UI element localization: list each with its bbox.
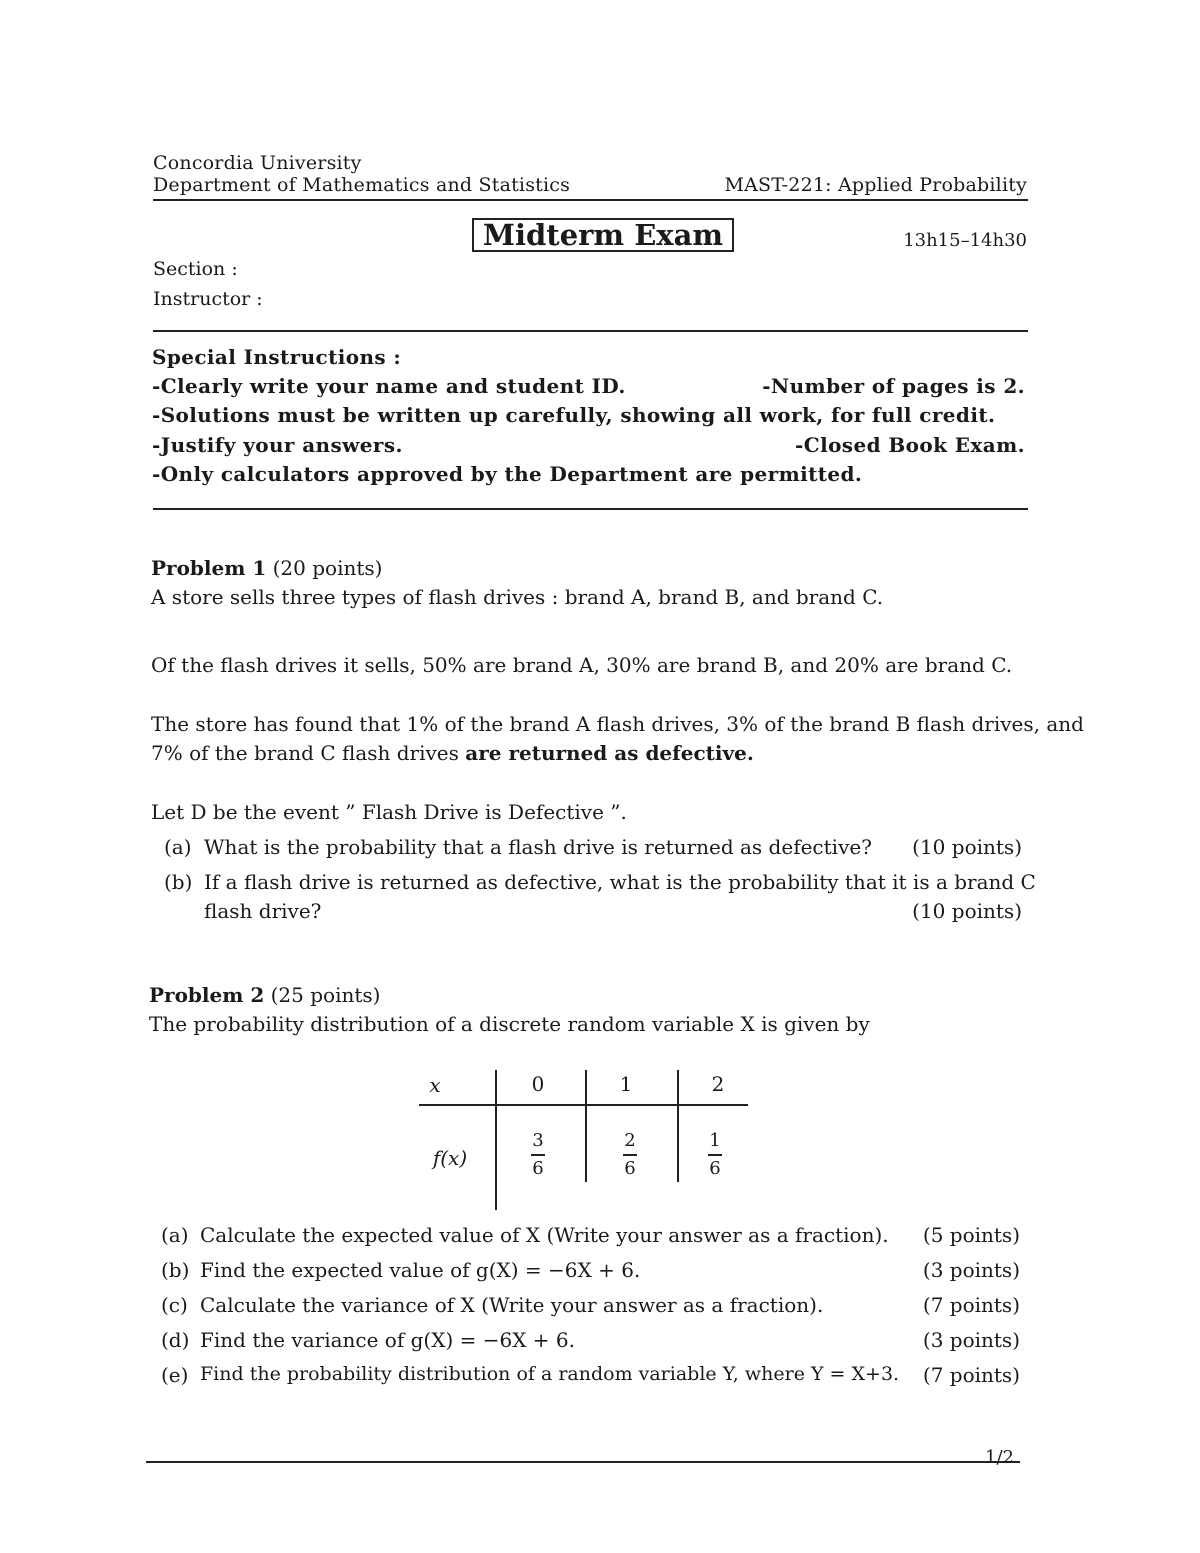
fraction-bar (531, 1154, 545, 1156)
problem-1-paragraph-2: Of the flash drives it sells, 50% are brand A, 30% are brand B, and 20% are brand C. (151, 653, 1013, 677)
numerator: 3 (532, 1130, 544, 1151)
header-rule (153, 199, 1028, 201)
problem-2-b-text: Find the expected value of g(X) = −6X + 6. (200, 1258, 641, 1282)
divider-bottom (153, 508, 1028, 510)
table-f-value-1 (615, 1131, 645, 1179)
problem-1-title (151, 556, 382, 580)
problem-2-intro: The probability distribution of a discrete random variable X is given by (149, 1012, 870, 1036)
problem-2-c-points: (7 points) (922, 1293, 1020, 1317)
problem-1-paragraph-3-line-2 (151, 741, 754, 765)
table-f-value-0 (523, 1131, 553, 1179)
fraction-bar (708, 1154, 722, 1156)
problem-1-paragraph-3-line-1: The store has found that 1% of the brand A flash drives, 3% of the brand B flash drives, and (151, 712, 1084, 736)
instruction-pages: -Number of pages is 2. (762, 374, 1025, 398)
table-x-value-2: 2 (711, 1072, 725, 1096)
problem-1-paragraph-1: A store sells three types of flash drives : brand A, brand B, and brand C. (151, 585, 884, 609)
problem-1-b-points: (10 points) (912, 899, 1022, 923)
exam-title: Midterm Exam (472, 218, 734, 252)
problem-1-b-text-line-2: flash drive? (204, 899, 322, 923)
problem-2-title (149, 983, 380, 1007)
instruction-calculators: -Only calculators approved by the Department are permitted. (152, 462, 863, 486)
problem-2-a-points: (5 points) (922, 1223, 1020, 1247)
instructions-heading: Special Instructions : (152, 345, 402, 369)
instruction-name-id: -Clearly write your name and student ID. (152, 374, 626, 398)
department-name: Department of Mathematics and Statistics (153, 174, 571, 196)
denominator: 6 (624, 1157, 636, 1179)
course-title: MAST-221: Applied Probability (724, 174, 1027, 196)
problem-2-b-label: (b) (161, 1258, 190, 1282)
instruction-justify: -Justify your answers. (152, 433, 403, 457)
table-f-label: f(x) (432, 1146, 468, 1170)
table-vertical-rule-2 (585, 1070, 587, 1182)
numerator: 2 (624, 1130, 636, 1151)
defective-rate-text: 7% of the brand C flash drives (151, 741, 459, 765)
problem-2-points: (25 points) (270, 983, 381, 1007)
problem-1-b-text-line-1: If a flash drive is returned as defective, what is the probability that it is a brand C (204, 870, 1036, 894)
instructor-field: Instructor : (153, 288, 263, 310)
table-f-value-2 (700, 1131, 730, 1179)
instruction-closed-book: -Closed Book Exam. (795, 433, 1025, 457)
problem-2-e-points: (7 points) (922, 1363, 1020, 1387)
footer-rule (146, 1461, 1020, 1463)
problem-2-label: Problem 2 (149, 983, 265, 1007)
problem-1-points: (20 points) (272, 556, 383, 580)
table-x-value-1: 1 (619, 1072, 633, 1096)
denominator: 6 (709, 1157, 721, 1179)
problem-1-b-label: (b) (164, 870, 193, 894)
problem-1-label: Problem 1 (151, 556, 267, 580)
exam-time: 13h15–14h30 (903, 230, 1027, 251)
instruction-solutions: -Solutions must be written up carefully, showing all work, for full credit. (152, 403, 996, 427)
section-field: Section : (153, 258, 238, 280)
numerator: 1 (709, 1130, 721, 1151)
table-vertical-rule-3 (677, 1070, 679, 1182)
problem-2-b-points: (3 points) (922, 1258, 1020, 1282)
problem-2-c-text: Calculate the variance of X (Write your answer as a fraction). (200, 1293, 824, 1317)
problem-2-e-label: (e) (161, 1363, 189, 1387)
problem-2-d-text: Find the variance of g(X) = −6X + 6. (200, 1328, 575, 1352)
problem-1-a-text: What is the probability that a flash drive is returned as defective? (204, 835, 872, 859)
denominator: 6 (532, 1157, 544, 1179)
fraction-bar (623, 1154, 637, 1156)
problem-2-d-points: (3 points) (922, 1328, 1020, 1352)
problem-2-e-text: Find the probability distribution of a random variable Y, where Y = X+3. (200, 1363, 900, 1385)
university-name: Concordia University (153, 152, 362, 174)
table-vertical-rule-1 (495, 1070, 497, 1210)
problem-1-event-definition: Let D be the event ” Flash Drive is Defective ”. (151, 800, 627, 824)
problem-2-d-label: (d) (161, 1328, 190, 1352)
table-x-value-0: 0 (531, 1072, 545, 1096)
divider-top (153, 330, 1028, 332)
table-header-rule (419, 1104, 748, 1106)
problem-2-a-label: (a) (161, 1223, 189, 1247)
problem-2-c-label: (c) (161, 1293, 188, 1317)
table-x-label: x (429, 1073, 441, 1097)
problem-1-a-points: (10 points) (912, 835, 1022, 859)
defective-emphasis: are returned as defective. (465, 741, 754, 765)
problem-1-a-label: (a) (164, 835, 192, 859)
problem-2-a-text: Calculate the expected value of X (Write your answer as a fraction). (200, 1223, 889, 1247)
page-number: 1/2 (985, 1447, 1014, 1468)
